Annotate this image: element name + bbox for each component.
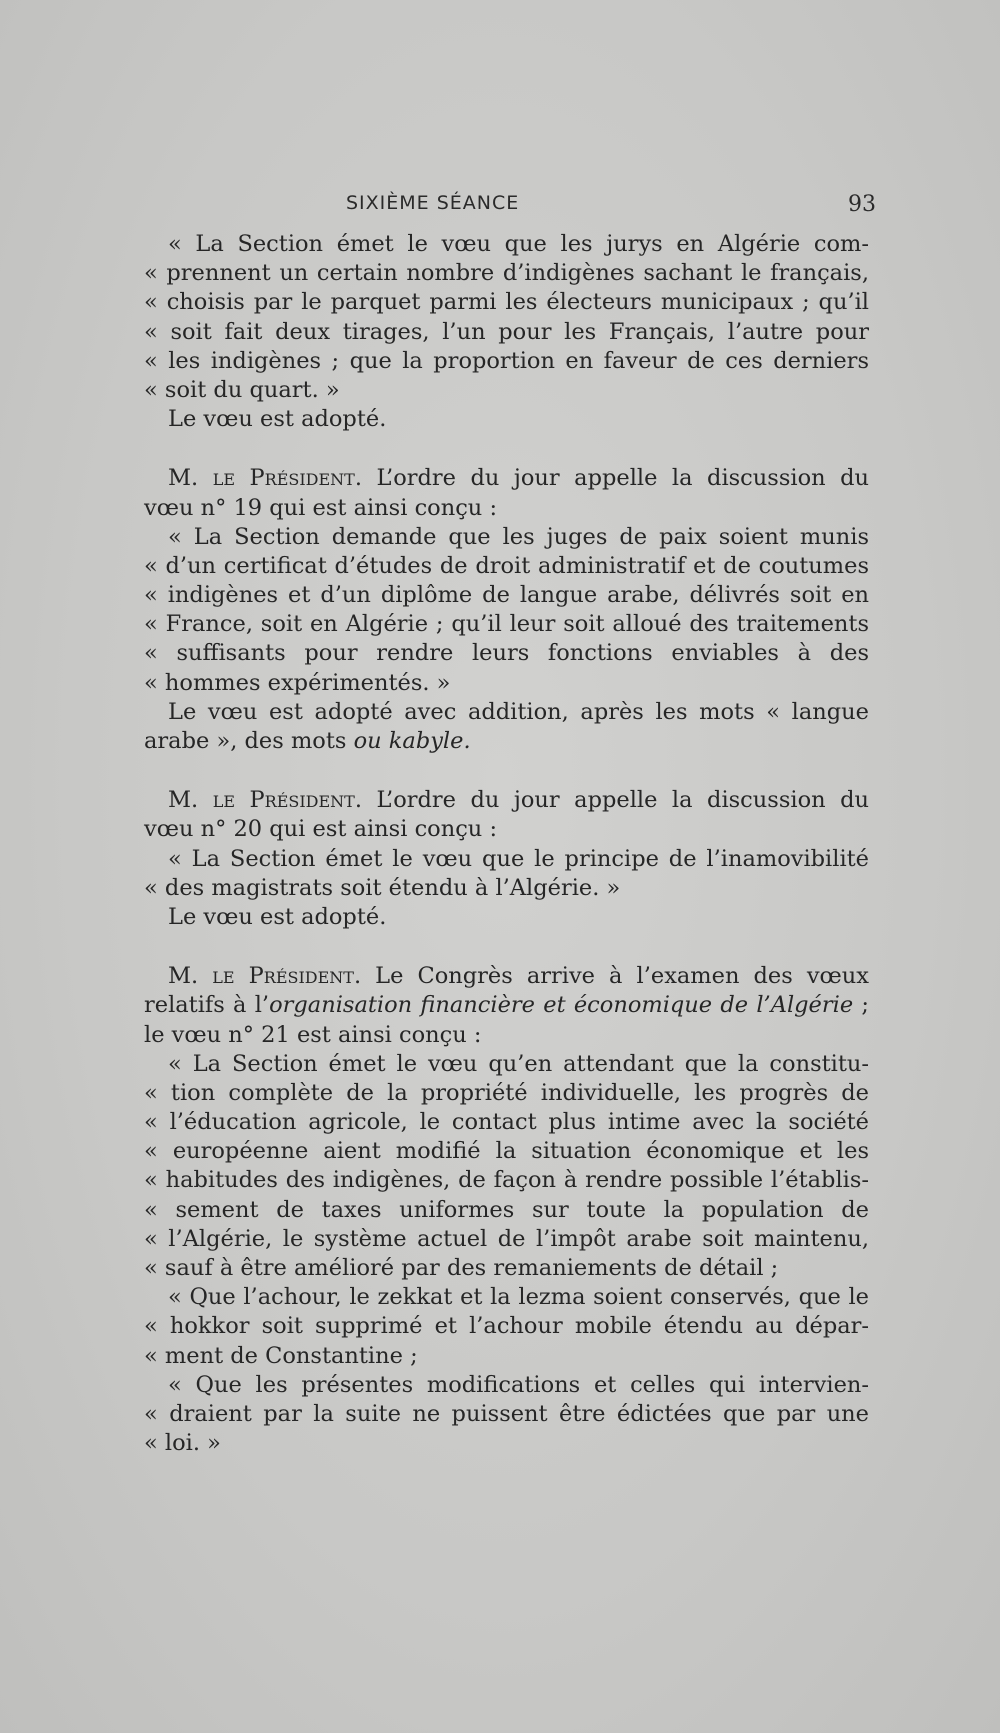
- paragraph-voeu-21: [144, 962, 869, 1458]
- text-line: « draient par la suite ne puissent être édictées que par une: [144, 1400, 869, 1427]
- text-line: « Que les présentes modifications et celles qui intervien-: [168, 1371, 869, 1398]
- text-line: « l’éducation agricole, le contact plus intime avec la société: [144, 1109, 869, 1136]
- page-number: 93: [848, 192, 876, 217]
- text-line: « ment de Constantine ;: [144, 1342, 418, 1369]
- text-line: « choisis par le parquet parmi les électeurs municipaux ; qu’il: [144, 289, 869, 316]
- text-line: Le vœu est adopté avec addition, après les mots « langue: [168, 698, 869, 725]
- text-line: « soit du quart. »: [144, 376, 340, 403]
- text-line: « les indigènes ; que la proportion en faveur de ces derniers: [144, 347, 869, 374]
- text-line: « loi. »: [144, 1430, 221, 1457]
- text-line: « sement de taxes uniformes sur toute la population de: [144, 1196, 869, 1223]
- text-line: « des magistrats soit étendu à l’Algérie. »: [144, 874, 621, 901]
- text-line: « suffisants pour rendre leurs fonctions enviables à des: [144, 640, 869, 667]
- text-line: relatifs à l’organisation financière et économique de l’Algérie ;: [144, 992, 869, 1019]
- text-line: « l’Algérie, le système actuel de l’impôt arabe soit maintenu,: [144, 1225, 869, 1252]
- text-line: Le vœu est adopté.: [168, 406, 387, 433]
- text-line: « sauf à être amélioré par des remaniements de détail ;: [144, 1255, 779, 1281]
- italic-phrase: organisation financière et économique de l’Algérie: [269, 992, 854, 1019]
- text-line: « habitudes des indigènes, de façon à rendre possible l’établis-: [144, 1167, 869, 1194]
- body-text: [144, 230, 869, 1458]
- text-line: « La Section émet le vœu qu’en attendant que la constitu-: [168, 1050, 869, 1077]
- text-line: M. le Président. L’ordre du jour appelle la discussion du: [168, 465, 870, 492]
- text-line: « La Section demande que les juges de paix soient munis: [168, 523, 869, 550]
- italic-phrase: ou kabyle.: [353, 728, 471, 754]
- text-line: « d’un certificat d’études de droit administratif et de coutumes: [144, 552, 869, 579]
- text-line: « hommes expérimentés. »: [144, 669, 451, 696]
- paragraph-voeu-19: [144, 464, 869, 756]
- text-line: M. le Président. L’ordre du jour appelle la discussion du: [168, 787, 870, 814]
- text-line: M. le Président. Le Congrès arrive à l’examen des vœux: [168, 963, 869, 990]
- text-line: « indigènes et d’un diplôme de langue arabe, délivrés soit en: [144, 582, 869, 609]
- text-line: « Que l’achour, le zekkat et la lezma soient conservés, que le: [168, 1284, 869, 1311]
- running-title: SIXIÈME SÉANCE: [346, 192, 520, 214]
- speaker: M. le Président.: [168, 787, 362, 814]
- text-line: vœu n° 20 qui est ainsi conçu :: [144, 816, 498, 843]
- text-line: vœu n° 19 qui est ainsi conçu :: [144, 494, 498, 521]
- text-line: « La Section émet le vœu que le principe de l’inamovibilité: [168, 845, 869, 872]
- speaker: M. le Président.: [168, 963, 362, 990]
- text-line: « soit fait deux tirages, l’un pour les Français, l’autre pour: [144, 318, 869, 345]
- text-line: Le vœu est adopté.: [168, 903, 387, 930]
- paragraph-jurys: [144, 230, 869, 434]
- page-header: [0, 192, 1000, 222]
- text-line: « hokkor soit supprimé et l’achour mobile étendu au dépar-: [144, 1313, 869, 1340]
- text-line: « La Section émet le vœu que les jurys en Algérie com-: [168, 231, 869, 257]
- text-line: le vœu n° 21 est ainsi conçu :: [144, 1021, 482, 1048]
- text-line: « prennent un certain nombre d’indigènes sachant le français,: [144, 260, 869, 287]
- text-line: « européenne aient modifié la situation économique et les: [144, 1138, 869, 1165]
- text-line: « France, soit en Algérie ; qu’il leur soit alloué des traitements: [144, 611, 869, 638]
- text-line: arabe », des mots ou kabyle.: [144, 728, 471, 754]
- text-line: « tion complète de la propriété individuelle, les progrès de: [144, 1079, 869, 1106]
- speaker: M. le Président.: [168, 465, 362, 492]
- paragraph-voeu-20: [144, 786, 869, 932]
